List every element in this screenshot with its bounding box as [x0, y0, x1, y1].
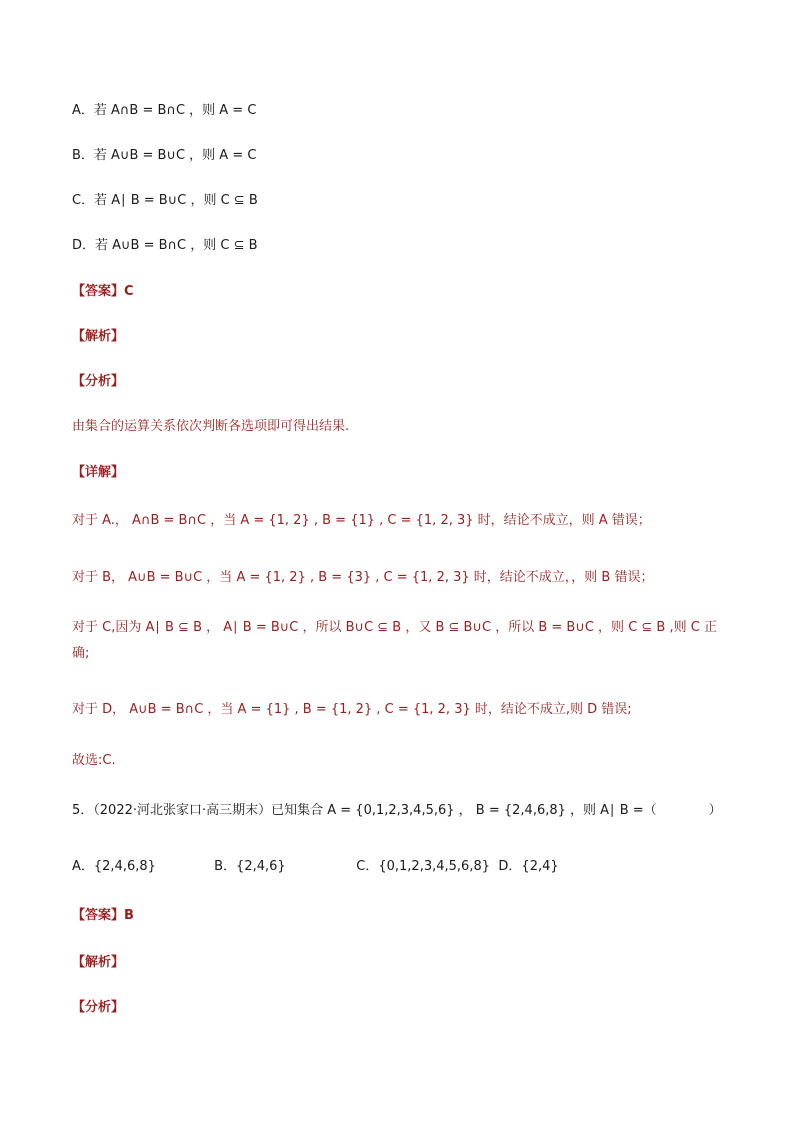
analysis-label: 【解析】	[72, 329, 125, 344]
detail-b-text: 对于 B， A∪B = B∪C ，当 A = {1, 2} , B = {3} , C = {1, 2, 3} 时，结论不成立，，则 B 错误；	[72, 570, 654, 585]
fenxi-text: 由集合的运算关系依次判断各选项即可得出结果.	[72, 419, 350, 434]
detail-d-text: 对于 D， A∪B = B∩C ，当 A = {1} , B = {1, 2} , C = {1, 2, 3} 时，结论不成立,则 D 错误;	[72, 702, 632, 717]
answer-label: 【答案】C	[72, 284, 134, 299]
option-b-text: B．若 A∪B = B∪C ，则 A = C	[72, 148, 257, 163]
detail-a-text: 对于 A.， A∩B = B∩C ，当 A = {1, 2} , B = {1} , C = {1, 2, 3} 时，结论不成立，则 A 错误；	[72, 513, 651, 528]
fenxi-label: 【分析】	[72, 374, 125, 389]
question-5-text: 5．（2022·河北张家口·高三期末）已知集合 A = {0,1,2,3,4,5,6} ， B = {2,4,6,8} ，则 A∣ B =（ ）	[72, 803, 722, 818]
q5-answer-label: 【答案】B	[72, 908, 134, 923]
detail-c-text: 对于 C,因为 A∣ B ⊆ B ， A∣ B = B∪C ，所以 B∪C ⊆ B ，又 B ⊆ B∪C ，所以 B = B∪C ，则 C ⊆ B ,则 C 正确;	[72, 620, 717, 661]
q5-option-b: B．{2,4,6}	[214, 859, 286, 874]
question-5-options	[72, 857, 734, 877]
option-c-text: C．若 A∣ B = B∪C ，则 C ⊆ B	[72, 193, 258, 208]
q5-option-c: C．{0,1,2,3,4,5,6,8}	[356, 859, 490, 874]
q5-analysis-label: 【解析】	[72, 955, 125, 970]
detail-label: 【详解】	[72, 465, 125, 480]
conclusion-text: 故选:C.	[72, 753, 116, 768]
q5-option-d: D．{2,4}	[498, 859, 559, 874]
option-d-text: D．若 A∪B = B∩C ，则 C ⊆ B	[72, 238, 258, 253]
q5-option-a: A．{2,4,6,8}	[72, 859, 156, 874]
option-a-text: A．若 A∩B = B∩C ，则 A = C	[72, 103, 257, 118]
q5-fenxi-label: 【分析】	[72, 1000, 125, 1015]
